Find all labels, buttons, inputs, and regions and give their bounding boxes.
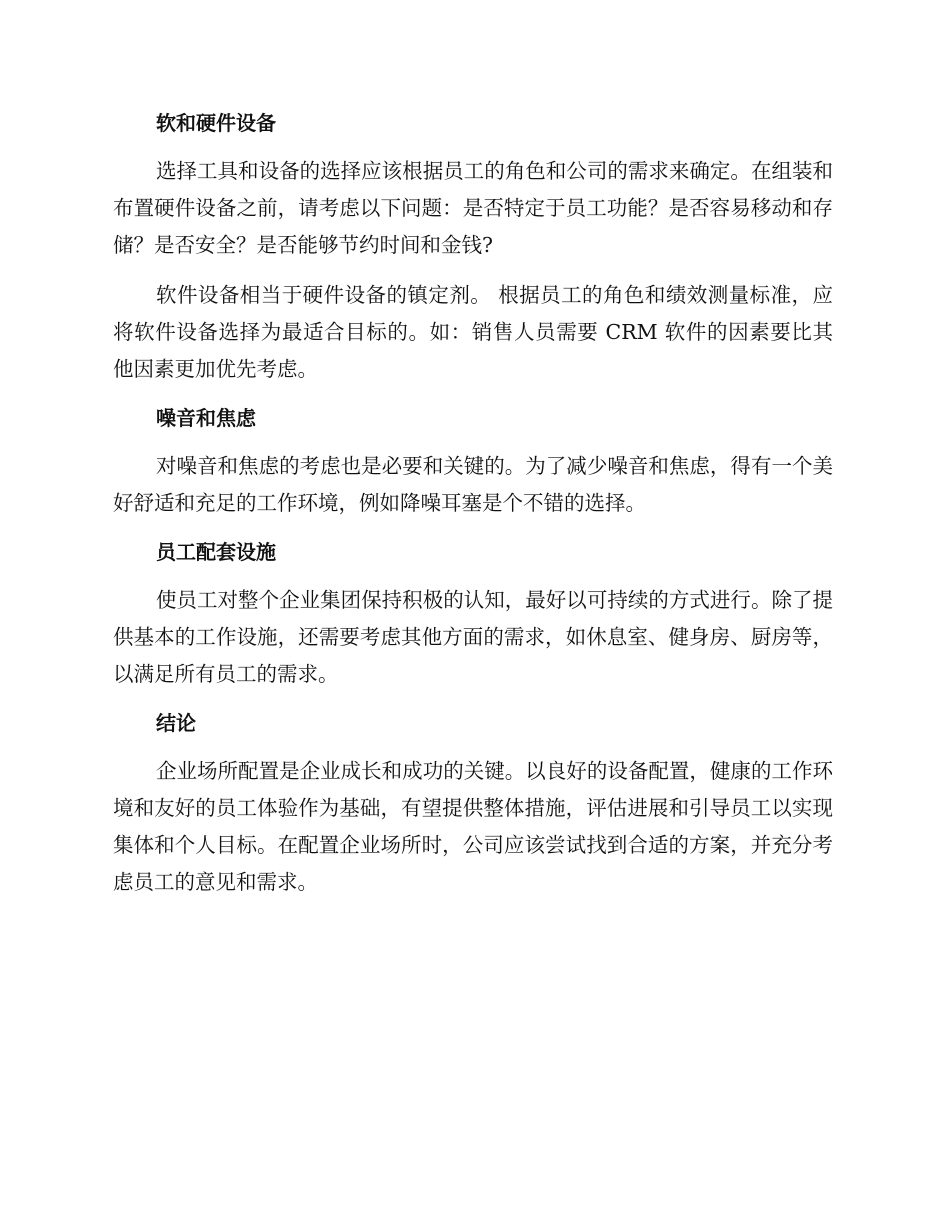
section-heading: 结论	[156, 711, 196, 735]
section-heading: 员工配套设施	[156, 540, 276, 564]
section-heading: 噪音和焦虑	[156, 406, 256, 430]
document-page	[113, 106, 833, 914]
paragraph: 选择工具和设备的选择应该根据员工的角色和公司的需求来确定。在组装和布置硬件设备之前，请考虑以下问题：是否特定于员工功能？是否容易移动和存储？是否安全？是否能够节约时间和金钱?	[113, 159, 833, 257]
section-employee-facilities	[113, 535, 833, 693]
paragraph: 使员工对整个企业集团保持积极的认知，最好以可持续的方式进行。除了提供基本的工作设施，还需要考虑其他方面的需求，如休息室、健身房、厨房等，以满足所有员工的需求。	[113, 588, 833, 686]
section-conclusion	[113, 706, 833, 901]
paragraph: 软件设备相当于硬件设备的镇定剂。 根据员工的角色和绩效测量标准，应将软件设备选择为最适合目标的。如：销售人员需要 CRM 软件的因素要比其他因素更加优先考虑。	[113, 283, 833, 381]
paragraph: 企业场所配置是企业成长和成功的关键。以良好的设备配置，健康的工作环境和友好的员工体验作为基础，有望提供整体措施，评估进展和引导员工以实现集体和个人目标。在配置企业场所时，公司应该尝试找到合适的方案，并充分考虑员工的意见和需求。	[113, 759, 833, 894]
paragraph: 对噪音和焦虑的考虑也是必要和关键的。为了减少噪音和焦虑，得有一个美好舒适和充足的工作环境，例如降噪耳塞是个不错的选择。	[113, 454, 833, 515]
section-noise-anxiety	[113, 401, 833, 522]
section-hardware-software	[113, 106, 833, 388]
section-heading: 软和硬件设备	[156, 111, 276, 135]
